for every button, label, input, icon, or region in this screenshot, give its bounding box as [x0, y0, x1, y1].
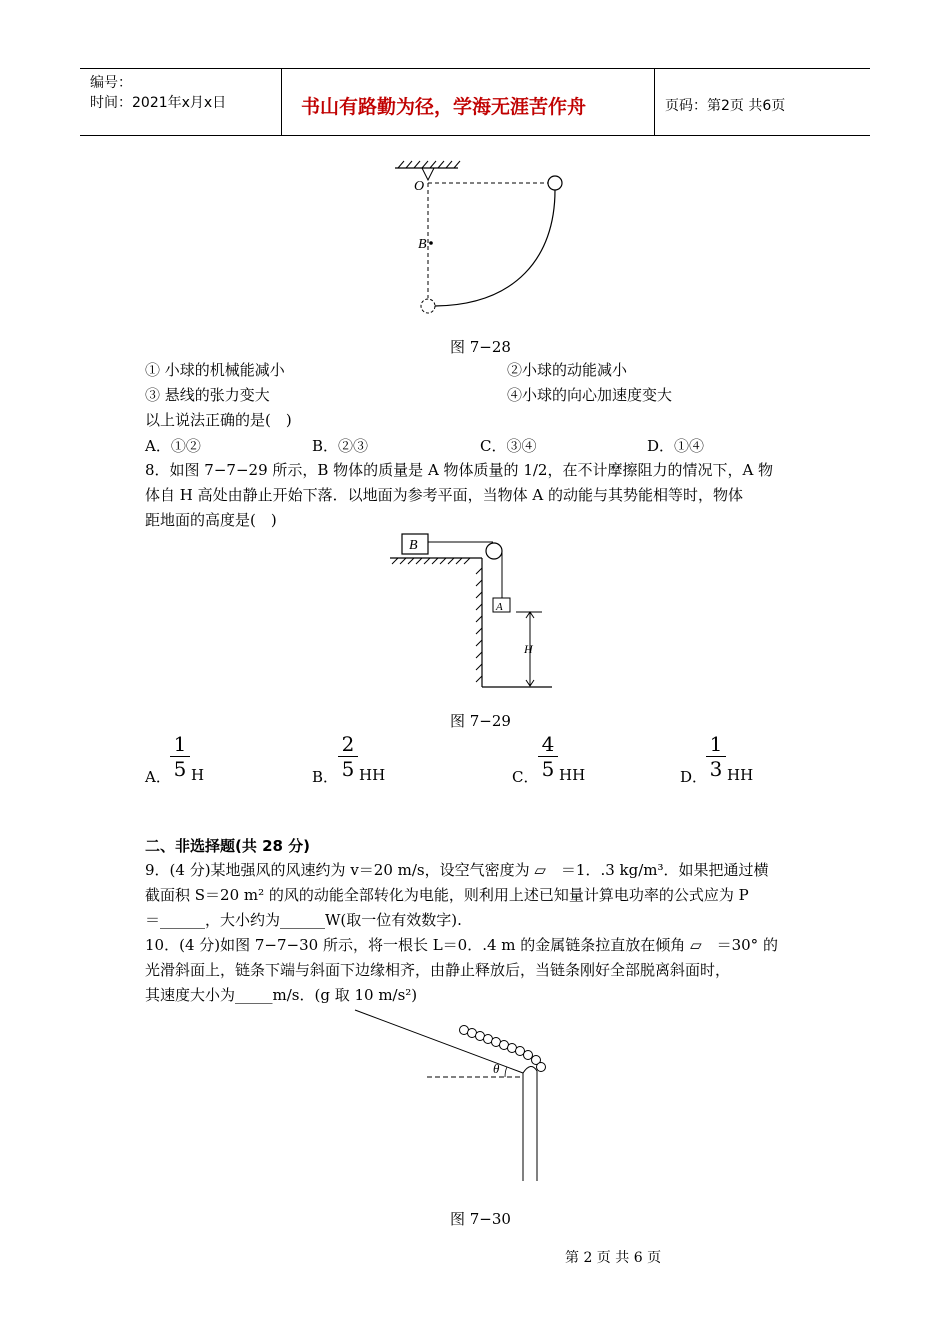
- q7-statement-2: ②小球的动能减小: [507, 361, 628, 379]
- q7-option-a: A．①②: [145, 437, 201, 455]
- header-date: 时间：2021年x月x日: [90, 95, 227, 111]
- fig729-label-b: B: [409, 538, 418, 553]
- header-bottom-rule: [80, 135, 870, 136]
- q8-option-a-den: 5: [173, 757, 187, 781]
- q8-option-a-fraction: [170, 733, 190, 780]
- q8-option-c-fraction: [538, 733, 558, 780]
- q8-line-2: 体自 H 高处由静止开始下落．以地面为参考平面，当物体 A 的动能与其势能相等时，物体: [145, 486, 743, 504]
- fig730-label-theta: θ: [493, 1061, 500, 1076]
- q10-line-3: 其速度大小为_____m/s．(g 取 10 m/s²): [145, 986, 418, 1004]
- section-2-title: 二、非选择题(共 28 分): [145, 837, 311, 855]
- fig729-label-h: H: [524, 642, 533, 656]
- figure-7-28: [390, 158, 580, 323]
- figure-7-30: [355, 1005, 555, 1185]
- q8-option-b-den: 5: [341, 757, 355, 781]
- q7-prompt: 以上说法正确的是( ): [145, 411, 292, 429]
- q8-option-b-fraction: [338, 733, 358, 780]
- q8-option-d-suffix: HH: [727, 766, 754, 784]
- q8-option-a-suffix: H: [191, 766, 205, 784]
- q7-statement-3: ③ 悬线的张力变大: [145, 386, 270, 404]
- footer-page-number: 第 2 页 共 6 页: [565, 1250, 662, 1266]
- q8-option-d-num: 1: [709, 732, 723, 756]
- q7-option-d: D．①④: [647, 437, 705, 455]
- header-divider-right: [654, 68, 655, 136]
- q9-line-1: 9．(4 分)某地强风的风速约为 v＝20 m/s，设空气密度为 ▱ ＝1．.3 kg/m³．如果把通过横: [145, 861, 769, 879]
- q8-option-d-letter: D．: [680, 768, 708, 786]
- fig728-caption: 图 7−28: [450, 338, 511, 356]
- q8-option-c-letter: C．: [512, 768, 539, 786]
- fig729-caption: 图 7−29: [450, 712, 511, 730]
- q10-line-2: 光滑斜面上，链条下端与斜面下边缘相齐，由静止释放后，当链条刚好全部脱离斜面时，: [145, 961, 731, 979]
- fig728-label-b: B: [418, 237, 427, 252]
- q9-line-2: 截面积 S＝20 m² 的风的动能全部转化为电能，则利用上述已知量计算电功率的公式应为 P: [145, 886, 749, 904]
- q8-option-d-fraction: [706, 733, 726, 780]
- q8-option-c-suffix: HH: [559, 766, 586, 784]
- q7-statement-4: ④小球的向心加速度变大: [507, 386, 673, 404]
- fig730-caption: 图 7−30: [450, 1210, 511, 1228]
- q8-option-a-num: 1: [173, 732, 187, 756]
- q8-option-b-letter: B．: [312, 768, 339, 786]
- q8-option-b-suffix: HH: [359, 766, 386, 784]
- q7-statement-1: ① 小球的机械能减小: [145, 361, 285, 379]
- q8-option-b-num: 2: [341, 732, 355, 756]
- header-top-rule: [80, 68, 870, 69]
- q8-line-3: 距地面的高度是( ): [145, 511, 277, 529]
- fig729-label-a: A: [496, 601, 503, 613]
- q7-option-c: C．③④: [480, 437, 537, 455]
- q10-line-1: 10．(4 分)如图 7−7−30 所示，将一根长 L＝0．.4 m 的金属链条拉直放在倾角 ▱ ＝30° 的: [145, 936, 778, 954]
- fig728-label-o: O: [414, 179, 425, 194]
- q8-option-c-den: 5: [541, 757, 555, 781]
- q8-option-a-letter: A．: [145, 768, 171, 786]
- header-number-label: 编号：: [90, 75, 132, 91]
- q9-line-3: ＝______，大小约为______W(取一位有效数字).: [145, 911, 462, 929]
- q8-line-1: 8．如图 7−7−29 所示，B 物体的质量是 A 物体质量的 1/2，在不计摩擦阻力的情况下，A 物: [145, 461, 774, 479]
- header-motto: 书山有路勤为径，学海无涯苦作舟: [301, 96, 587, 118]
- q8-option-c-num: 4: [541, 732, 555, 756]
- header-divider-left: [281, 68, 282, 136]
- header-page-info: 页码：第2页 共6页: [665, 98, 786, 114]
- q7-option-b: B．②③: [312, 437, 369, 455]
- figure-7-29: [390, 530, 560, 695]
- q8-option-d-den: 3: [709, 757, 723, 781]
